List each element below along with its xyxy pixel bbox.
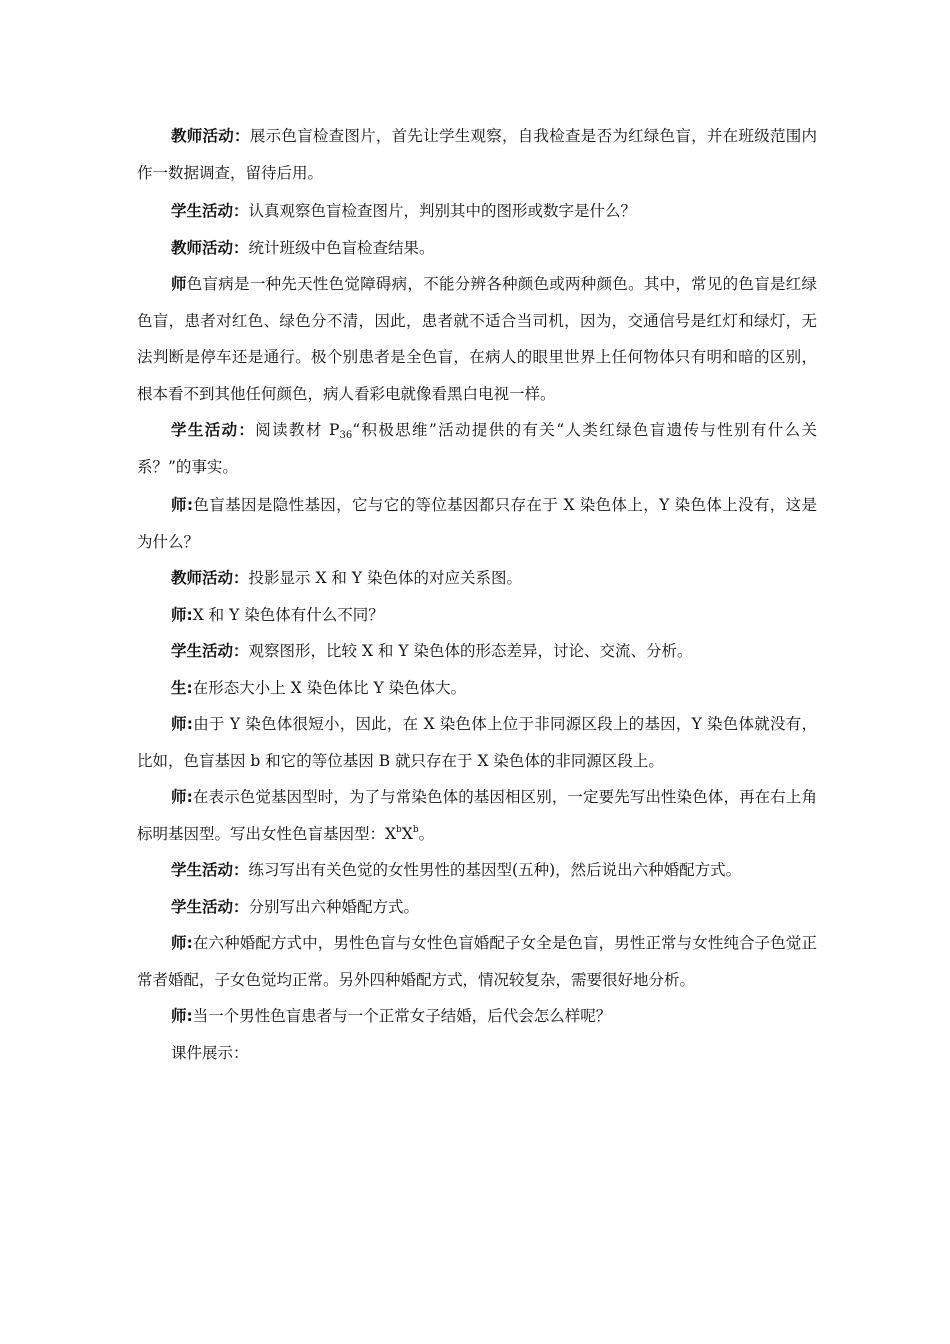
- paragraph: [137, 412, 817, 485]
- paragraph: [137, 266, 817, 412]
- paragraph-text: 在形态大小上 X 染色体比 Y 染色体大。: [192, 678, 467, 697]
- paragraph-text: 课件展示：: [171, 1043, 249, 1062]
- paragraph: [137, 779, 817, 852]
- paragraph: [137, 560, 817, 597]
- genotype-superscript: b: [412, 824, 419, 835]
- paragraph: [137, 230, 817, 267]
- paragraph-text: 阅读教材 P: [255, 421, 340, 439]
- genotype-superscript: b: [396, 824, 402, 835]
- paragraph-text: X: [401, 824, 413, 843]
- paragraph-text: 练习写出有关色觉的女性男性的基因型(五种)，然后说出六种婚配方式。: [248, 861, 742, 879]
- speaker-label: 教师活动：: [171, 127, 250, 145]
- paragraph-text: 认真观察色盲检查图片，判别其中的图形或数字是什么？: [248, 202, 637, 220]
- speaker-label: 生:: [171, 678, 193, 697]
- speaker-label: 师:: [171, 788, 193, 806]
- paragraph: [137, 670, 817, 707]
- paragraph: [137, 118, 817, 191]
- speaker-label: 师:: [171, 605, 193, 624]
- paragraph: [137, 487, 817, 560]
- speaker-label: 学生活动：: [171, 861, 249, 879]
- paragraph-text: 在表示色觉基因型时，为了与常染色体的基因相区别，一定要先写出性染色体，再在右上角标明基因型。写出女性色盲基因型：X: [137, 788, 817, 843]
- speaker-label: 教师活动：: [171, 569, 249, 587]
- paragraph-text: 分别写出六种婚配方式。: [248, 897, 420, 916]
- speaker-label: 师:: [171, 1007, 193, 1025]
- paragraph-text: 统计班级中色盲检查结果。: [248, 238, 435, 257]
- speaker-label: 师:: [171, 496, 194, 514]
- paragraph: [137, 852, 817, 889]
- paragraph-text: 色盲基因是隐性基因，它与它的等位基因都只存在于 X 染色体上，Y 染色体上没有，这是为什么？: [137, 496, 817, 551]
- paragraph-text: 。: [418, 824, 435, 843]
- paragraph-text: 当一个男性色盲患者与一个正常女子结婚，后代会怎么样呢？: [192, 1007, 612, 1025]
- speaker-label: 学生活动：: [171, 421, 256, 439]
- speaker-label: 师:: [171, 934, 193, 952]
- speaker-label: 师: [171, 275, 187, 293]
- paragraph: [137, 925, 817, 998]
- speaker-label: 学生活动：: [171, 202, 249, 220]
- page-subscript: 36: [339, 430, 353, 441]
- paragraph: [137, 889, 817, 926]
- paragraph-text: 在六种婚配方式中，男性色盲与女性色盲婚配子女全是色盲，男性正常与女性纯合子色觉正常者婚配，子女色觉均正常。另外四种婚配方式，情况较复杂，需要很好地分析。: [137, 934, 817, 989]
- paragraph: [137, 998, 817, 1035]
- paragraph-text: 投影显示 X 和 Y 染色体的对应关系图。: [248, 569, 522, 587]
- speaker-label: 学生活动：: [171, 897, 249, 916]
- paragraph-text: 观察图形，比较 X 和 Y 染色体的形态差异，讨论、交流、分析。: [248, 642, 693, 660]
- paragraph-text: 色盲病是一种先天性色觉障碍病，不能分辨各种颜色或两种颜色。其中，常见的色盲是红绿色盲，患者对红色、绿色分不清，因此，患者就不适合当司机，因为，交通信号是红灯和绿灯，无法判断是停车还是通行。极个别患者是全色盲，在病人的眼里世界上任何物体只有明和暗的区别，根本看不到其他任何颜色，病人看彩电就像看黑白电视一样。: [137, 275, 817, 403]
- paragraph: [137, 633, 817, 670]
- speaker-label: 学生活动：: [171, 642, 249, 660]
- document-page: [137, 118, 817, 1071]
- paragraph-text: 展示色盲检查图片，首先让学生观察，自我检查是否为红绿色盲，并在班级范围内作一数据调查，留待后用。: [137, 127, 817, 182]
- paragraph: [137, 706, 817, 779]
- paragraph-text: X 和 Y 染色体有什么不同？: [192, 605, 384, 624]
- paragraph: [137, 597, 817, 634]
- speaker-label: 师:: [171, 715, 193, 733]
- paragraph-text: 由于 Y 染色体很短小，因此，在 X 染色体上位于非同源区段上的基因，Y 染色体就没有，比如，色盲基因 b 和它的等位基因 B 就只存在于 X 染色体的非同源区段上。: [137, 715, 818, 770]
- speaker-label: 教师活动：: [171, 238, 249, 257]
- paragraph: [137, 1035, 817, 1072]
- paragraph-text: “积极思维”活动提供的有关“人类红绿色盲遗传与性别有什么关系？”的事实。: [137, 421, 817, 476]
- paragraph: [137, 193, 817, 230]
